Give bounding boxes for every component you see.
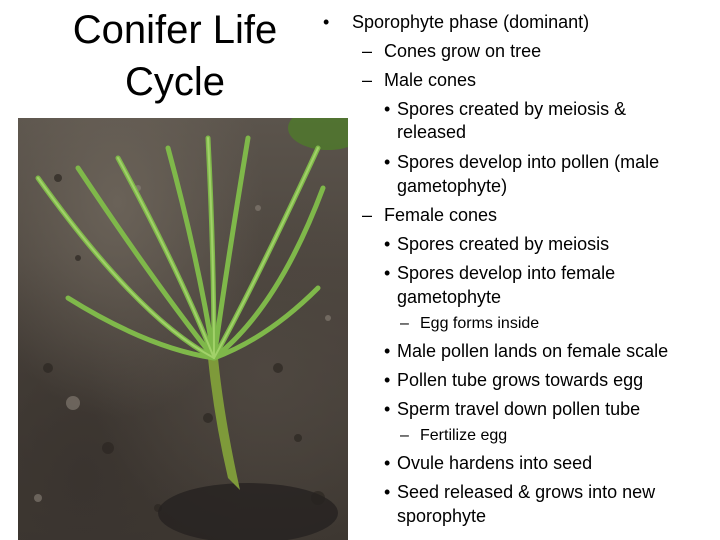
bullet-marker: • xyxy=(384,152,391,172)
seedling-photo xyxy=(18,118,348,540)
dash-marker: – xyxy=(400,315,409,332)
slide-title-line-1: Conifer Life xyxy=(72,8,278,52)
bullet-ovule-hardens: Ovule hardens into seed xyxy=(397,453,593,473)
bullet-seed-released-cont: sporophyte xyxy=(397,506,487,526)
bullet-seed-released: Seed released & grows into new xyxy=(397,482,656,502)
bullet-marker: • xyxy=(384,399,391,419)
bullet-marker: • xyxy=(384,341,391,361)
bullet-sperm-travel: Sperm travel down pollen tube xyxy=(397,399,641,419)
bullet-spores-pollen: Spores develop into pollen (male xyxy=(397,152,660,172)
bullet-female-gametophyte-cont: gametophyte xyxy=(397,287,502,307)
bullet-marker: • xyxy=(384,482,391,502)
bullet-egg-forms: Egg forms inside xyxy=(420,315,540,332)
bullet-marker: • xyxy=(384,99,391,119)
bullet-female-spores-meiosis: Spores created by meiosis xyxy=(397,234,610,254)
bullet-marker: • xyxy=(384,453,391,473)
bullet-female-gametophyte: Spores develop into female xyxy=(397,263,616,283)
bullet-male-spores-meiosis: Spores created by meiosis & xyxy=(397,99,627,119)
bullet-female-cones: Female cones xyxy=(384,205,498,225)
bullet-marker: • xyxy=(384,263,391,283)
dash-marker: – xyxy=(400,427,409,444)
bullet-pollen-tube: Pollen tube grows towards egg xyxy=(397,370,644,390)
bullet-marker: • xyxy=(323,12,330,32)
slide-title-line-2: Cycle xyxy=(124,60,226,104)
dash-marker: – xyxy=(362,70,373,90)
bullet-fertilize-egg: Fertilize egg xyxy=(420,427,508,444)
bullet-sporophyte-phase: Sporophyte phase (dominant) xyxy=(352,12,590,32)
dash-marker: – xyxy=(362,41,373,61)
slide-title xyxy=(40,4,310,108)
bullet-male-spores-meiosis-cont: released xyxy=(397,122,467,142)
bullet-marker: • xyxy=(384,370,391,390)
bullet-male-cones: Male cones xyxy=(384,70,477,90)
bullet-pollen-lands: Male pollen lands on female scale xyxy=(397,341,669,361)
dash-marker: – xyxy=(362,205,373,225)
bullet-cones-grow: Cones grow on tree xyxy=(384,41,542,61)
bullet-marker: • xyxy=(384,234,391,254)
bullet-spores-pollen-cont: gametophyte) xyxy=(397,176,508,196)
seedling-illustration xyxy=(18,118,348,540)
